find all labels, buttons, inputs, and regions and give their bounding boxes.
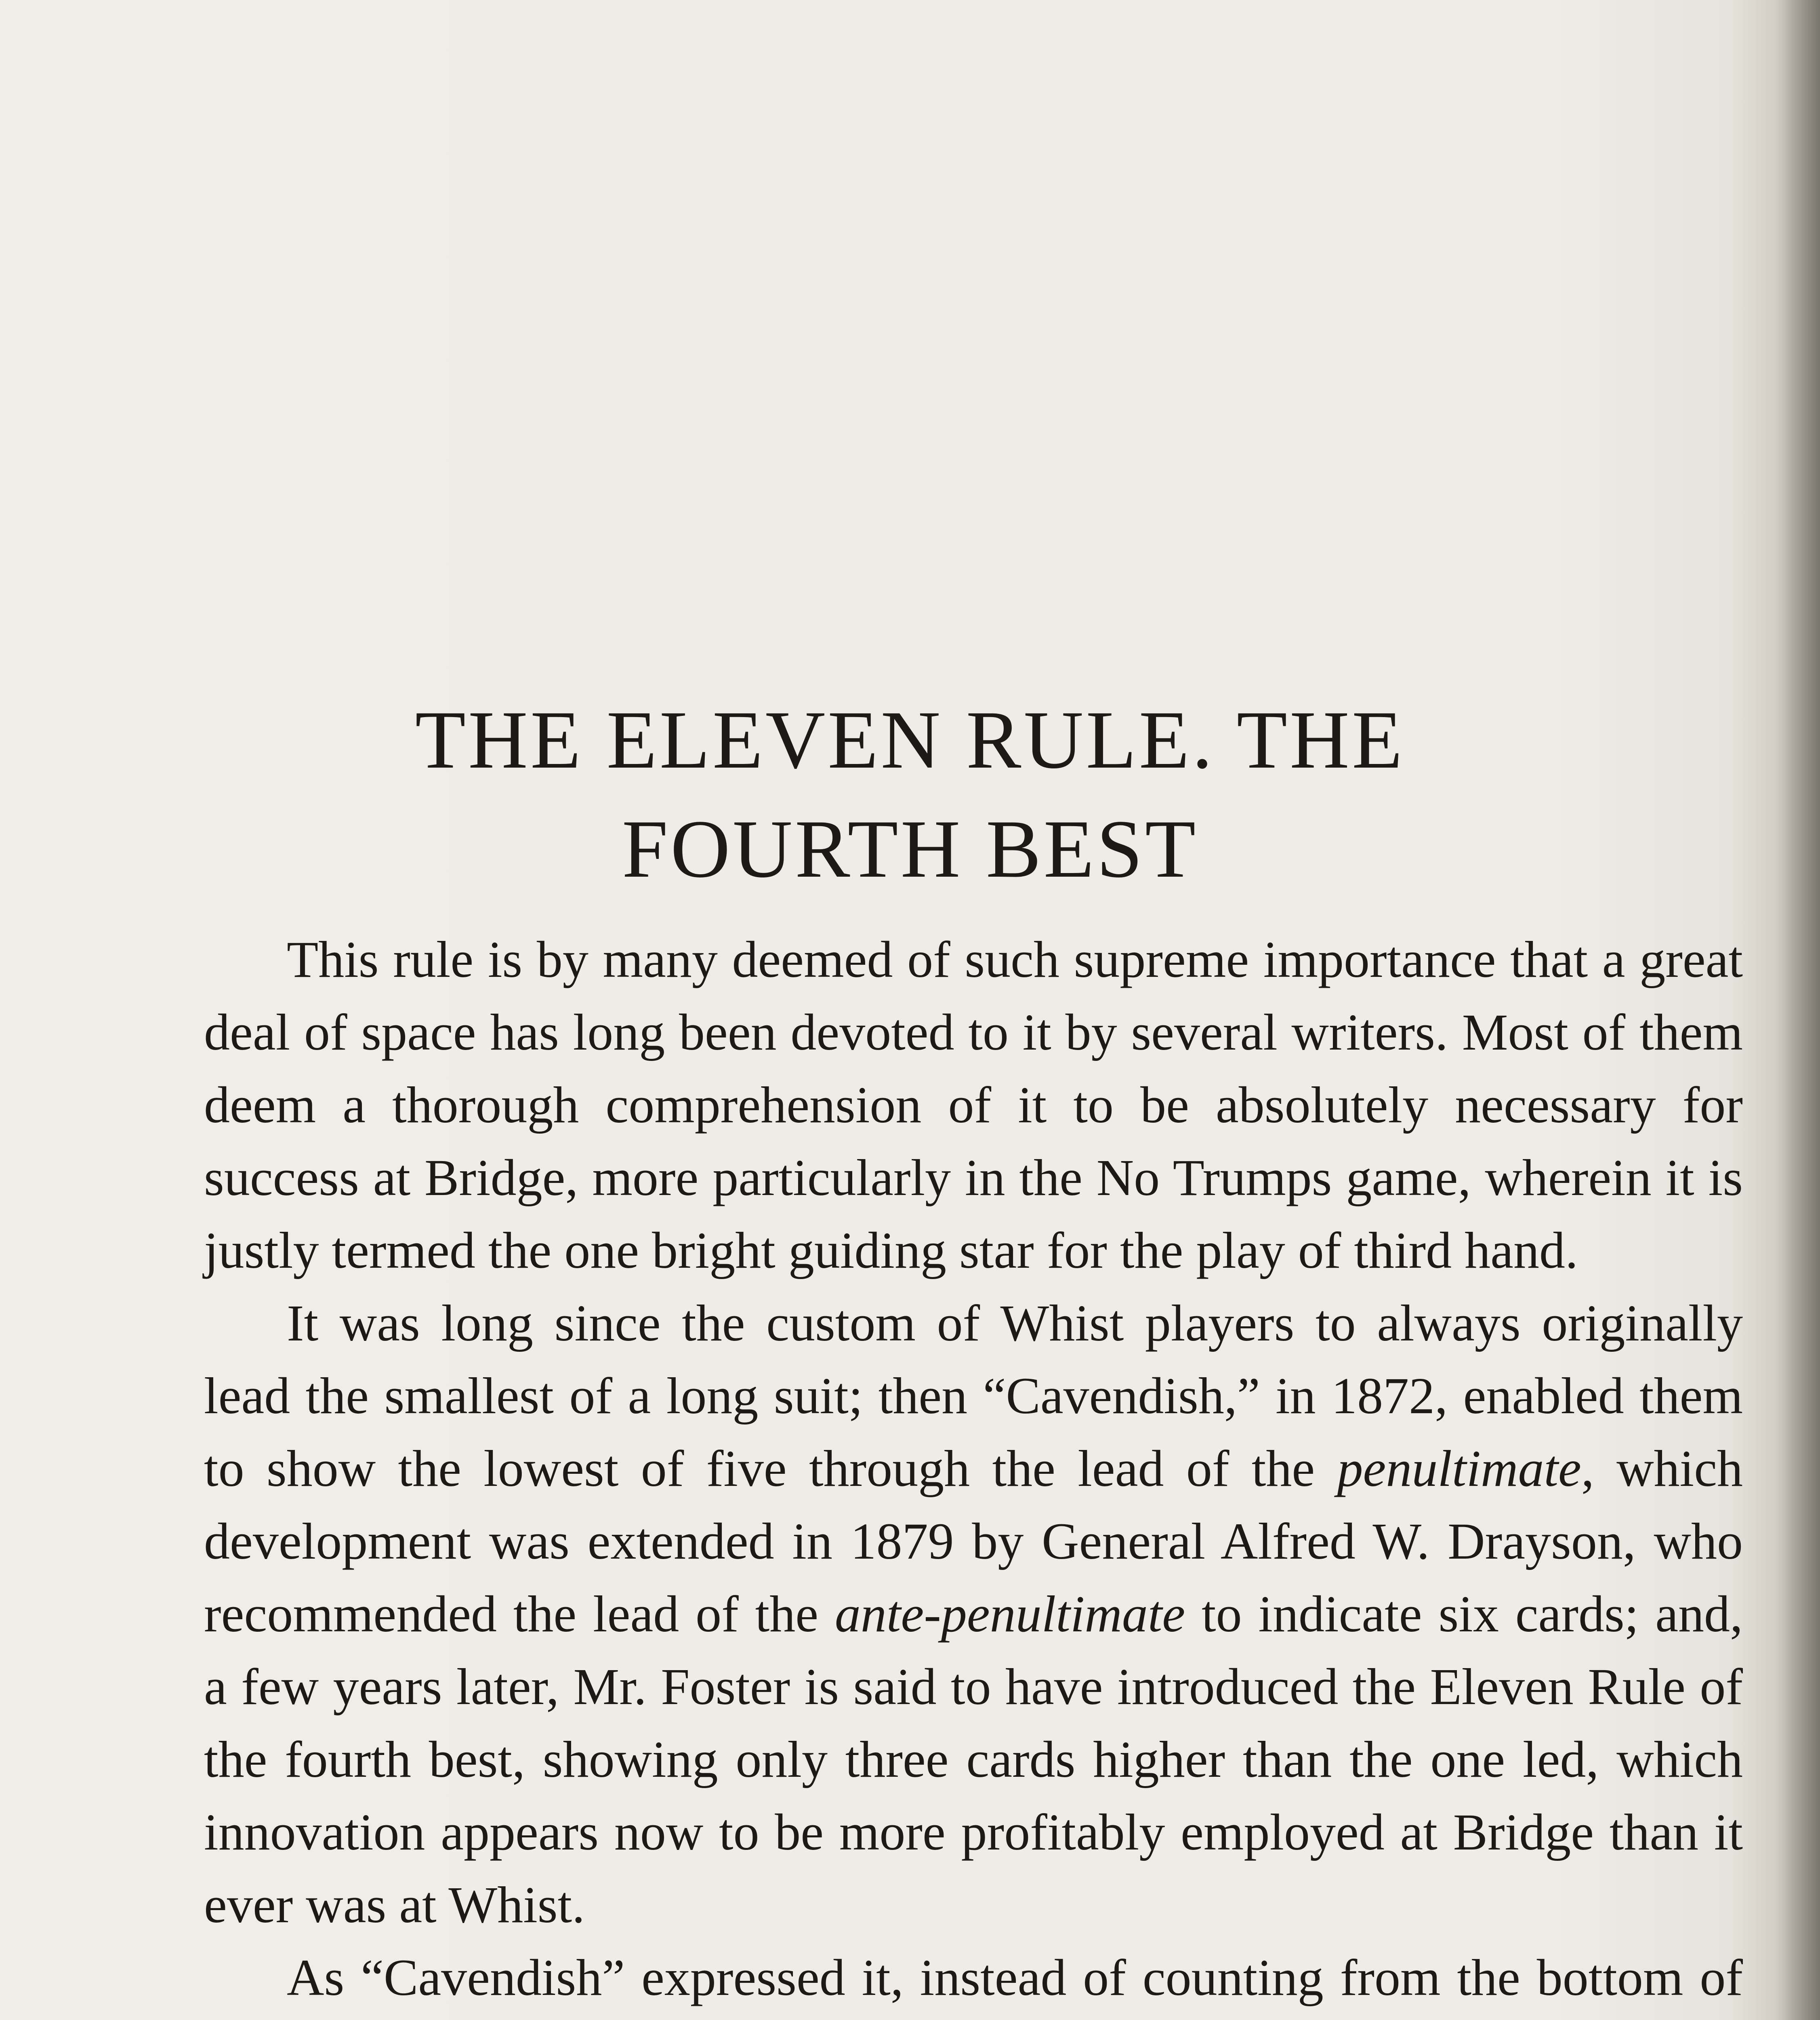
paragraph-2-text-c: , which development was extended in 1879 by General Alfred W. Drayson, who recommended the lead of the: [204, 1440, 1743, 1643]
paragraph-2-text-e: to indicate six cards; and, a few years later, Mr. Foster is said to have introduced the Eleven Rule of the fourth best, showing only three cards higher than the one led, which innovation appears now to be more profitably employed at Bridge than it ever was at Whist.: [204, 1585, 1743, 1934]
paragraph-1: This rule is by many deemed of such supreme importance that a great deal of space has long been devoted to it by several writers. Most of them deem a thorough comprehension of it to be absolutely necessary for success at Bridge, more particularly in the No Trumps game, wherein it is justly termed the one bright guiding star for the play of third hand.: [204, 931, 1743, 1279]
chapter-title: [0, 686, 1820, 904]
paragraph-3: [204, 1941, 1743, 2020]
paragraph-2-italic-penultimate: penultimate: [1337, 1440, 1581, 1497]
paragraph-2-text-a: It was long since the custom of Whist players to always originally lead the smallest of a long suit; then “Cavendish,” in 1872, enabled them to show the lowest of five through the lead of the: [204, 1294, 1743, 1497]
paragraph-3-text-a: As “Cavendish” expressed it, instead of counting from the bottom of: [287, 1949, 1743, 2006]
paragraph-2-italic-ante-penultimate: ante-penultimate: [834, 1585, 1185, 1643]
body-text: [204, 923, 1743, 2020]
chapter-title-line-1: THE ELEVEN RULE. THE: [415, 694, 1405, 786]
paragraph-2: [204, 1287, 1743, 1941]
chapter-title-line-2: FOURTH BEST: [622, 803, 1198, 895]
page-edge-shadow: [1776, 0, 1820, 2020]
